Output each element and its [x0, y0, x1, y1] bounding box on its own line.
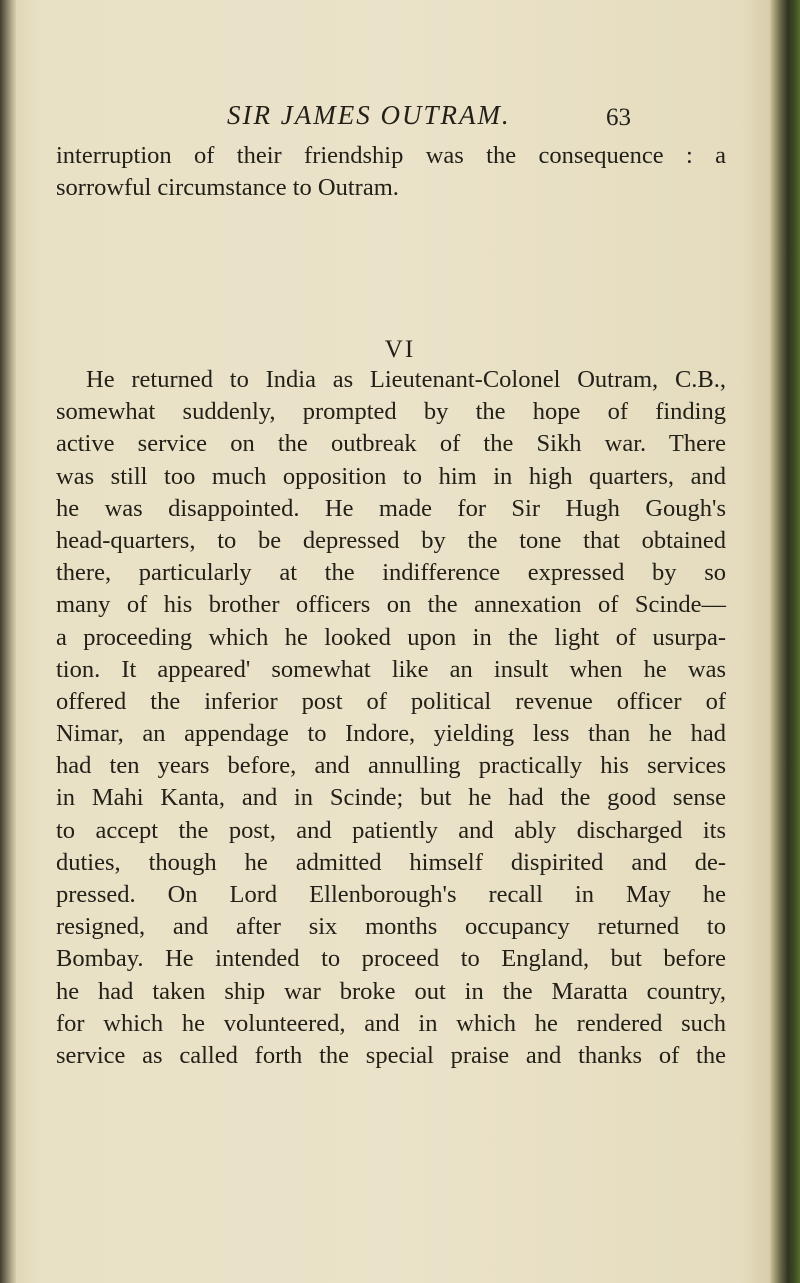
text-line: resigned, and after six months occupancy returned to [56, 913, 726, 941]
text-line: had ten years before, and annulling practically his services [56, 752, 726, 780]
text-line: was still too much opposition to him in high quarters, and [56, 462, 726, 490]
text-line: head-quarters, to be depressed by the tone that obtained [56, 526, 726, 554]
text-line: service as called forth the special praise and thanks of the [56, 1041, 726, 1069]
text-line: he had taken ship war broke out in the Maratta country, [56, 977, 726, 1005]
section-heading: VI [384, 336, 416, 363]
text-line: Bombay. He intended to proceed to England, but before [56, 945, 726, 973]
text-line: Nimar, an appendage to Indore, yielding less than he had [56, 720, 726, 748]
text-line: sorrowful circumstance to Outram. [56, 174, 399, 202]
text-line: tion. It appeared' somewhat like an insult when he was [56, 655, 726, 683]
text-line: for which he volunteered, and in which he rendered such [56, 1009, 726, 1037]
text-line: pressed. On Lord Ellenborough's recall in May he [56, 881, 726, 908]
paragraph-continued [56, 140, 726, 204]
text-line: duties, though he admitted himself dispirited and de- [56, 848, 726, 876]
text-line: to accept the post, and patiently and ably discharged its [56, 816, 726, 844]
page-number: 63 [606, 104, 631, 131]
running-title: SIR JAMES OUTRAM. [227, 100, 511, 130]
running-head [140, 100, 640, 140]
text-line: in Mahi Kanta, and in Scinde; but he had the good sense [56, 784, 726, 812]
text-line: interruption of their friendship was the consequence : a [56, 142, 726, 169]
paragraph-main [56, 364, 726, 1072]
text-line: He returned to India as Lieutenant-Colonel Outram, C.B., [86, 366, 726, 393]
text-line: a proceeding which he looked upon in the light of usurpa- [56, 623, 726, 651]
text-line: there, particularly at the indifference expressed by so [56, 559, 726, 587]
text-line: somewhat suddenly, prompted by the hope of finding [56, 398, 726, 426]
text-line: he was disappointed. He made for Sir Hugh Gough's [56, 494, 726, 522]
text-line: active service on the outbreak of the Sikh war. There [56, 430, 726, 458]
text-line: many of his brother officers on the annexation of Scinde— [56, 591, 726, 619]
page-fore-edge [770, 0, 800, 1283]
text-line: offered the inferior post of political revenue officer of [56, 687, 726, 715]
book-spine-edge [0, 0, 16, 1283]
